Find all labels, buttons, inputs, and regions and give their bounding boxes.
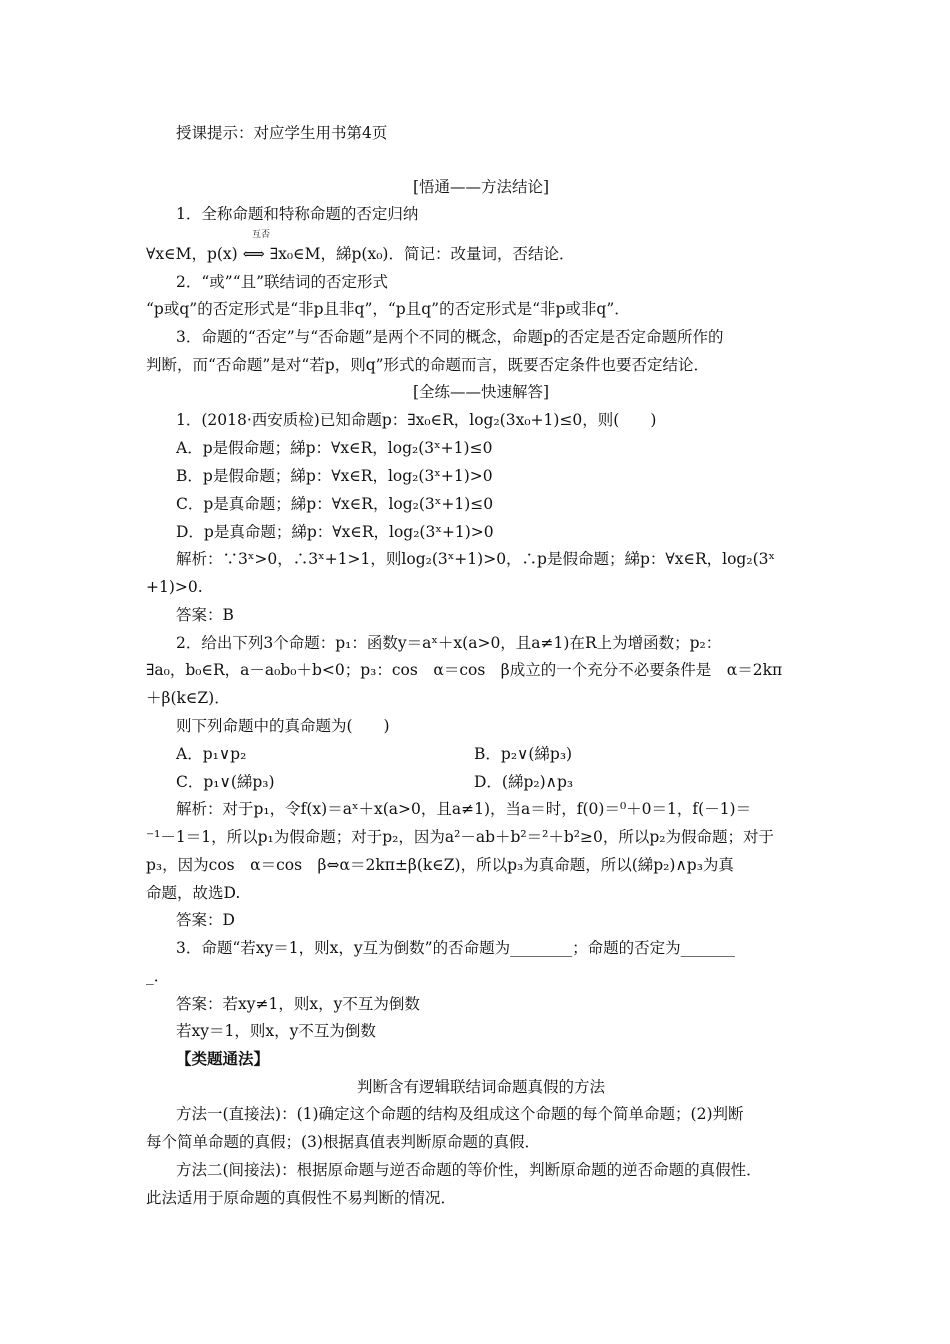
methods-subtitle: 判断含有逻辑联结词命题真假的方法 bbox=[356, 1078, 605, 1096]
q2-analysis-line-4: 命题，故选D. bbox=[146, 884, 241, 902]
section-heading-methods: 【类题通法】 bbox=[176, 1049, 270, 1068]
q2-stem-line-1: 2．给出下列3个命题：p₁：函数y＝aˣ＋x(a>0，且a≠1)在R上为增函数；p₂： bbox=[176, 634, 722, 652]
q2-stem-line-2: ∃a₀，b₀∈R，a－a₀b₀＋b<0；p₃：cos α＝cos β成立的一个充分不必要条件是 α＝2kπ bbox=[146, 661, 783, 679]
q2-analysis-line-2: ⁻¹－1＝1，所以p₁为假命题；对于p₂，因为a²－ab＋b²＝²＋b²≥0，所以p₂为假命题；对于 bbox=[146, 828, 774, 846]
q3-stem-line-2: _． bbox=[146, 967, 170, 985]
q1-option-b: B．p是假命题；綈p：∀x∈R，log₂(3ˣ+1)>0 bbox=[176, 467, 493, 485]
q3-answer-line-1: 答案：若xy≠1，则x，y不互为倒数 bbox=[176, 995, 420, 1013]
method-2-line-2: 此法适用于原命题的真假性不易判断的情况． bbox=[146, 1189, 457, 1207]
point-3-line-1: 3．命题的“否定”与“否命题”是两个不同的概念，命题p的否定是否定命题所作的 bbox=[176, 328, 724, 346]
q1-option-a: A．p是假命题；綈p：∀x∈R，log₂(3ˣ+1)≤0 bbox=[176, 439, 493, 457]
point-2-body: “p或q”的否定形式是“非p且非q”，“p且q”的否定形式是“非p或非q”． bbox=[146, 300, 630, 318]
section-title-methods: [悟通——方法结论] bbox=[412, 178, 550, 196]
teaching-note: 授课提示：对应学生用书第4页 bbox=[176, 124, 388, 142]
q3-answer-line-2: 若xy＝1，则x，y不互为倒数 bbox=[176, 1022, 376, 1040]
q2-option-d: D．(綈p₂)∧p₃ bbox=[474, 773, 574, 791]
point-2-title: 2．“或”“且”联结词的否定形式 bbox=[176, 273, 389, 291]
q2-question: 则下列命题中的真命题为( ) bbox=[176, 717, 390, 735]
point-1-body: ∀x∈M，p(x) ⟺ ∃x₀∈M，綈p(x₀)．简记：改量词，否结论． bbox=[146, 245, 575, 263]
q2-answer: 答案：D bbox=[176, 911, 235, 929]
q2-option-a: A．p₁∨p₂ bbox=[176, 745, 247, 763]
section-title-practice: [全练——快速解答] bbox=[412, 383, 550, 401]
arrow-label: 互否 bbox=[252, 230, 271, 240]
q1-answer: 答案：B bbox=[176, 606, 234, 624]
q1-option-c: C．p是真命题；綈p：∀x∈R，log₂(3ˣ+1)≤0 bbox=[176, 495, 494, 513]
q2-stem-line-3: ＋β(k∈Z)． bbox=[146, 689, 230, 707]
point-3-line-2: 判断，而“否命题”是对“若p，则q”形式的命题而言，既要否定条件也要否定结论． bbox=[146, 356, 710, 374]
q1-option-d: D．p是真命题；綈p：∀x∈R，log₂(3ˣ+1)>0 bbox=[176, 523, 494, 541]
q1-analysis-line-1: 解析：∵3ˣ>0，∴3ˣ+1>1，则log₂(3ˣ+1)>0，∴p是假命题；綈p：∀x∈R，log₂(3ˣ bbox=[176, 550, 776, 568]
method-1-line-1: 方法一(直接法)：(1)确定这个命题的结构及组成这个命题的每个简单命题；(2)判断 bbox=[176, 1105, 744, 1123]
q2-option-b: B．p₂∨(綈p₃) bbox=[474, 745, 573, 763]
point-1-title: 1．全称命题和特称命题的否定归纳 bbox=[176, 205, 419, 223]
q1-stem: 1．(2018·西安质检)已知命题p：∃x₀∈R，log₂(3x₀+1)≤0，则( ) bbox=[176, 411, 657, 429]
method-1-line-2: 每个简单命题的真假；(3)根据真值表判断原命题的真假． bbox=[146, 1133, 540, 1151]
q2-analysis-line-1: 解析：对于p₁，令f(x)＝aˣ＋x(a>0，且a≠1)，当a＝时，f(0)＝⁰＋0＝1，f(－1)＝ bbox=[176, 800, 752, 818]
q3-stem-line-1: 3．命题“若xy＝1，则x，y互为倒数”的否命题为________；命题的否定为_______ bbox=[176, 939, 735, 957]
q2-option-c: C．p₁∨(綈p₃) bbox=[176, 773, 275, 791]
q2-analysis-line-3: p₃，因为cos α＝cos β⇔α＝2kπ±β(k∈Z)，所以p₃为真命题，所以(綈p₂)∧p₃为真 bbox=[146, 856, 734, 874]
method-2-line-1: 方法二(间接法)：根据原命题与逆否命题的等价性，判断原命题的逆否命题的真假性． bbox=[176, 1161, 762, 1179]
q1-analysis-line-2: +1)>0. bbox=[146, 578, 203, 596]
